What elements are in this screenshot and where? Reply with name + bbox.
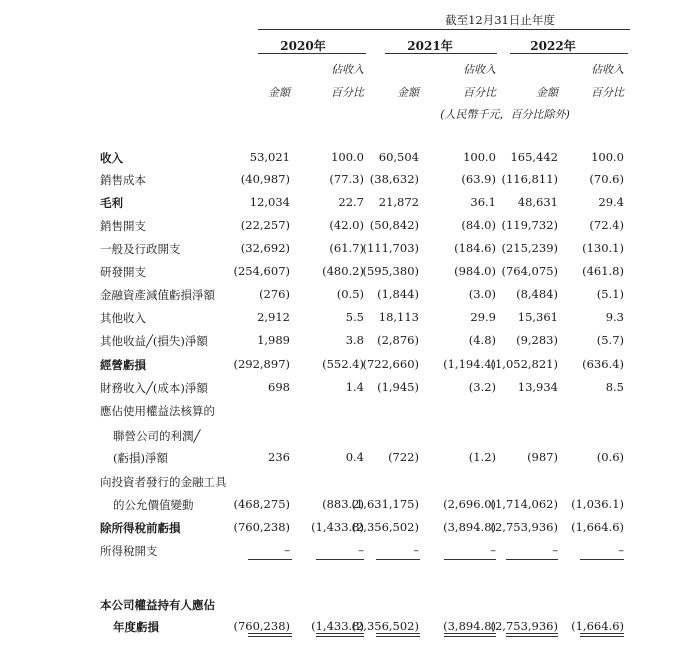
percent-cell: 100.0 [591, 150, 624, 164]
percent-cell: (5.1) [596, 287, 624, 301]
amount-cell: 60,504 [378, 150, 419, 164]
percent-cell: – [490, 543, 496, 557]
percent-cell: 5.5 [345, 310, 364, 324]
percent-cell: (3.2) [468, 380, 496, 394]
percent-cell: (184.6) [454, 241, 496, 255]
amount-cell: (987) [527, 450, 558, 464]
percent-cell: (5.7) [596, 333, 624, 347]
total-double-rule [506, 633, 558, 637]
total-double-rule [444, 633, 496, 637]
percent-cell: – [358, 543, 364, 557]
percent-cell: (636.4) [582, 357, 624, 371]
row-label: 本公司權益持有人應佔 [100, 598, 215, 612]
row-label: 經營虧損 [100, 358, 146, 372]
percent-cell: 36.1 [470, 195, 496, 209]
amount-header-2022: 金額 [536, 86, 558, 99]
pct-header-2021-line2: 百分比 [463, 86, 496, 99]
percent-cell: 29.4 [598, 195, 624, 209]
amount-cell: 236 [268, 450, 290, 464]
percent-cell: (72.4) [589, 218, 624, 232]
year-rule-2020 [258, 53, 366, 54]
row-label: 所得稅開支 [100, 544, 158, 558]
amount-cell: (2,356,502) [351, 520, 419, 534]
percent-cell: (4.8) [468, 333, 496, 347]
percent-cell: 100.0 [463, 150, 496, 164]
amount-cell: (468,275) [233, 497, 290, 511]
amount-cell: 2,912 [257, 310, 290, 324]
amount-cell: (760,238) [233, 520, 290, 534]
percent-cell: (130.1) [582, 241, 624, 255]
percent-cell: (1,664.6) [571, 520, 624, 534]
amount-cell: (50,842) [369, 218, 419, 232]
year-2021-heading: 2021年 [407, 39, 453, 53]
amount-cell: – [284, 543, 290, 557]
amount-cell: 53,021 [249, 150, 290, 164]
percent-cell: (0.6) [596, 450, 624, 464]
percent-cell: (1,433.8) [311, 619, 364, 633]
percent-cell: (1,036.1) [571, 497, 624, 511]
subtotal-rule [444, 559, 496, 560]
percent-cell: (0.5) [336, 287, 364, 301]
percent-cell: 3.8 [345, 333, 364, 347]
amount-cell: (38,632) [369, 172, 419, 186]
amount-cell: (292,897) [233, 357, 290, 371]
row-label: 向投資者發行的金融工具 [100, 475, 227, 489]
amount-cell: (2,356,502) [351, 619, 419, 633]
year-rule-2022 [510, 53, 628, 54]
amount-cell: 12,034 [249, 195, 290, 209]
row-label: 聯營公司的利潤╱ [113, 429, 201, 443]
amount-cell: (1,052,821) [490, 357, 558, 371]
percent-cell: 1.4 [345, 380, 364, 394]
pct-header-2020-line1: 佔收入 [331, 63, 364, 76]
amount-header-2020: 金額 [268, 86, 290, 99]
pct-header-2021-line1: 佔收入 [463, 63, 496, 76]
row-label: 收入 [100, 151, 123, 165]
subtotal-rule [580, 559, 624, 560]
row-label: 應佔使用權益法核算的 [100, 404, 215, 418]
percent-cell: (3.0) [468, 287, 496, 301]
amount-cell: (595,380) [362, 264, 419, 278]
amount-cell: (722,660) [362, 357, 419, 371]
amount-cell: 165,442 [510, 150, 558, 164]
row-label: 其他收益╱(損失)淨額 [100, 334, 208, 348]
percent-cell: (984.0) [454, 264, 496, 278]
amount-cell: 18,113 [378, 310, 419, 324]
amount-cell: – [413, 543, 419, 557]
amount-cell: (2,876) [377, 333, 419, 347]
amount-cell: (1,631,175) [351, 497, 419, 511]
amount-cell: (764,075) [501, 264, 558, 278]
amount-header-2021: 金額 [397, 86, 419, 99]
amount-cell: (1,945) [377, 380, 419, 394]
unit-note: (人民幣千元，百分比除外) [440, 108, 570, 121]
amount-cell: (32,692) [240, 241, 290, 255]
year-2020-heading: 2020年 [280, 39, 326, 53]
total-double-rule [248, 633, 292, 637]
amount-cell: (1,844) [377, 287, 419, 301]
amount-cell: (215,239) [501, 241, 558, 255]
row-label: 年度虧損 [113, 620, 159, 634]
row-label: 研發開支 [100, 265, 146, 279]
amount-cell: (40,987) [240, 172, 290, 186]
percent-cell: (63.9) [461, 172, 496, 186]
row-label: 除所得稅前虧損 [100, 521, 181, 535]
row-label: 一般及行政開支 [100, 242, 181, 256]
total-double-rule [316, 633, 364, 637]
percent-cell: (61.7) [329, 241, 364, 255]
percent-cell: (77.3) [329, 172, 364, 186]
percent-cell: 29.9 [470, 310, 496, 324]
amount-cell: (722) [388, 450, 419, 464]
year-rule-2021 [385, 53, 497, 54]
percent-cell: (42.0) [329, 218, 364, 232]
row-label: 銷售成本 [100, 173, 146, 187]
percent-cell: (461.8) [582, 264, 624, 278]
amount-cell: – [552, 543, 558, 557]
period-heading: 截至12月31日止年度 [445, 13, 555, 27]
amount-cell: (276) [259, 287, 290, 301]
subtotal-rule [506, 559, 558, 560]
period-rule [258, 29, 630, 30]
amount-cell: (111,703) [362, 241, 419, 255]
row-label: 其他收入 [100, 311, 146, 325]
row-label: 的公允價值變動 [113, 498, 194, 512]
row-label: 銷售開支 [100, 219, 146, 233]
amount-cell: (8,484) [516, 287, 558, 301]
row-label: 財務收入╱(成本)淨額 [100, 381, 208, 395]
row-label: (虧損)淨額 [113, 451, 168, 465]
percent-cell: 22.7 [338, 195, 364, 209]
total-double-rule [376, 633, 420, 637]
pct-header-2020-line2: 百分比 [331, 86, 364, 99]
percent-cell: (1,194.4) [443, 357, 496, 371]
amount-cell: (22,257) [240, 218, 290, 232]
percent-cell: (1,664.6) [571, 619, 624, 633]
row-label: 毛利 [100, 196, 123, 210]
amount-cell: (1,714,062) [490, 497, 558, 511]
amount-cell: 698 [268, 380, 290, 394]
amount-cell: 13,934 [517, 380, 558, 394]
amount-cell: (9,283) [516, 333, 558, 347]
total-double-rule [580, 633, 624, 637]
amount-cell: (2,753,936) [490, 619, 558, 633]
percent-cell: (480.2) [322, 264, 364, 278]
year-2022-heading: 2022年 [530, 39, 576, 53]
percent-cell: 100.0 [331, 150, 364, 164]
amount-cell: (2,753,936) [490, 520, 558, 534]
pct-header-2022-line2: 百分比 [591, 86, 624, 99]
percent-cell: (2,696.0) [443, 497, 496, 511]
amount-cell: (116,811) [501, 172, 558, 186]
percent-cell: (3,894.8) [443, 619, 496, 633]
amount-cell: (119,732) [501, 218, 558, 232]
pct-header-2022-line1: 佔收入 [591, 63, 624, 76]
percent-cell: (3,894.8) [443, 520, 496, 534]
percent-cell: (1,433.8) [311, 520, 364, 534]
percent-cell: (84.0) [461, 218, 496, 232]
subtotal-rule [316, 559, 364, 560]
amount-cell: 15,361 [517, 310, 558, 324]
percent-cell: (70.6) [589, 172, 624, 186]
percent-cell: 9.3 [605, 310, 624, 324]
subtotal-rule [248, 559, 292, 560]
amount-cell: 1,989 [257, 333, 290, 347]
percent-cell: – [618, 543, 624, 557]
amount-cell: 48,631 [517, 195, 558, 209]
percent-cell: (1.2) [468, 450, 496, 464]
percent-cell: (552.4) [322, 357, 364, 371]
percent-cell: (883.2) [322, 497, 364, 511]
row-label: 金融資產減值虧損淨額 [100, 288, 215, 302]
subtotal-rule [376, 559, 420, 560]
percent-cell: 0.4 [345, 450, 364, 464]
amount-cell: (760,238) [233, 619, 290, 633]
percent-cell: 8.5 [605, 380, 624, 394]
amount-cell: 21,872 [378, 195, 419, 209]
amount-cell: (254,607) [233, 264, 290, 278]
